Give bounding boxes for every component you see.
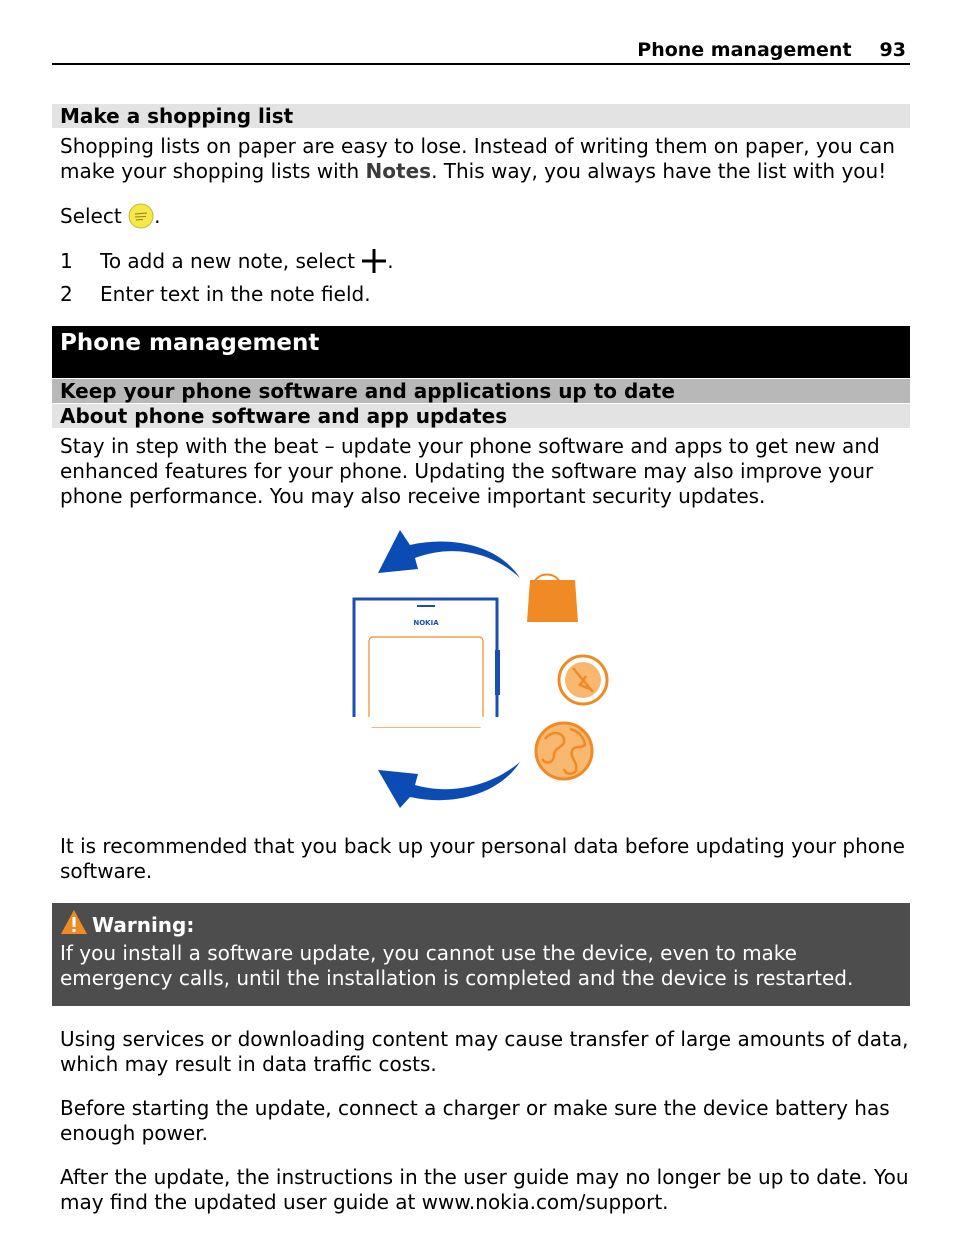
update-illustration bbox=[340, 525, 620, 815]
data-costs-paragraph: Using services or downloading content may cause transfer of large amounts of data, which may result in data traffic costs. bbox=[60, 1027, 909, 1076]
warning-title-row bbox=[60, 909, 902, 941]
shopping-list-heading: Make a shopping list bbox=[52, 104, 910, 128]
step-1: 1 To add a new note, select . bbox=[60, 248, 394, 280]
section-title-bar bbox=[52, 326, 910, 378]
notes-app-name: Notes bbox=[365, 159, 432, 183]
compass-icon bbox=[559, 656, 607, 704]
warning-text: If you install a software update, you cannot use the device, even to make emergency calls, until the installation is completed and the device is restarted. bbox=[60, 941, 854, 990]
select-notes-line: Select . bbox=[60, 203, 910, 235]
after-update-paragraph: After the update, the instructions in the user guide may no longer be up to date. You may find the updated user guide at www.nokia.com/support. bbox=[60, 1165, 909, 1214]
step-2: 2 Enter text in the note field. bbox=[60, 282, 371, 306]
page-header bbox=[52, 38, 910, 65]
bottom-arrow bbox=[378, 762, 520, 808]
backup-paragraph: It is recommended that you back up your personal data before updating your phone software. bbox=[60, 834, 905, 883]
warning-box bbox=[52, 903, 910, 1006]
phone-illustration bbox=[350, 599, 505, 727]
page-number: 93 bbox=[879, 39, 906, 61]
subsection-heading-about: About phone software and app updates bbox=[52, 404, 910, 428]
notes-icon[interactable] bbox=[128, 203, 154, 235]
globe-icon bbox=[536, 723, 592, 779]
warning-icon bbox=[60, 909, 88, 941]
header-title: Phone management bbox=[637, 39, 852, 61]
intro-paragraph: Stay in step with the beat – update your phone software and apps to get new and enhanced features for your phone. Updating the software may also improve your phone performance. You may also receive important security updates. bbox=[60, 434, 880, 508]
add-icon[interactable] bbox=[361, 248, 387, 280]
top-arrow bbox=[378, 530, 520, 578]
subsection-heading-updates: Keep your phone software and applications up to date bbox=[52, 379, 910, 403]
shopping-bag-icon bbox=[527, 575, 578, 623]
charger-paragraph: Before starting the update, connect a charger or make sure the device battery has enough power. bbox=[60, 1096, 890, 1145]
phone-brand: NOKIA bbox=[413, 619, 439, 627]
section-title: Phone management bbox=[60, 330, 320, 356]
shopping-paragraph: Shopping lists on paper are easy to lose. Instead of writing them on paper, you can make your shopping lists with Notes. This way, you always have the list with you! bbox=[60, 134, 895, 183]
warning-title: Warning: bbox=[92, 912, 195, 937]
